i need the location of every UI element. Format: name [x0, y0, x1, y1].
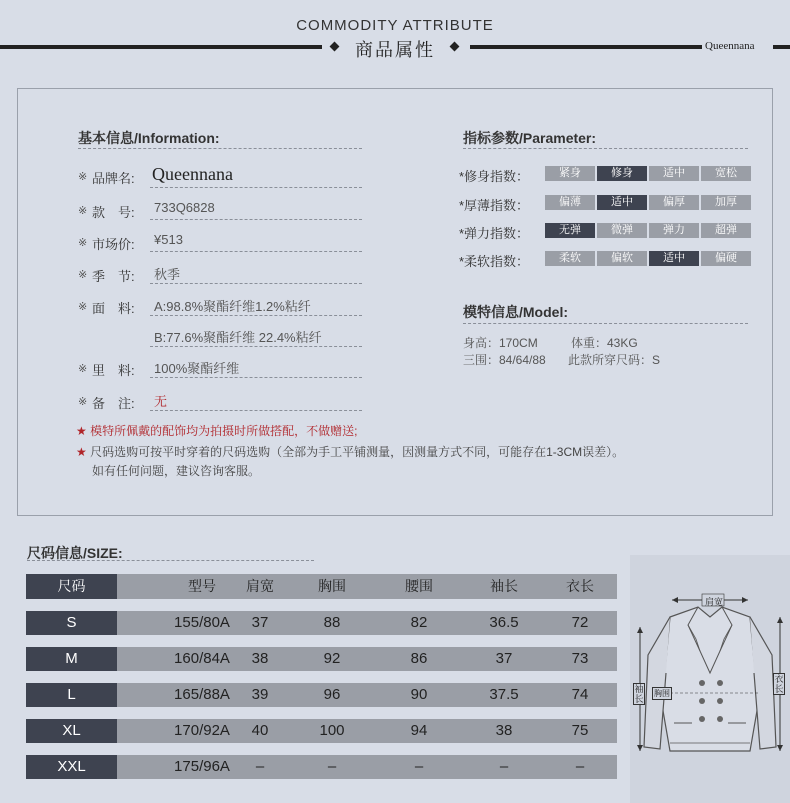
cell-shoulder: 40	[251, 722, 269, 739]
param-name-softness: *柔软指数：	[459, 254, 530, 269]
cell-waist: 86	[410, 650, 428, 667]
info-value-season: 秋季	[154, 267, 181, 282]
header-divider-left	[0, 45, 322, 49]
info-title-rule	[78, 148, 362, 149]
size-table-header	[26, 574, 617, 599]
table-row	[26, 683, 617, 707]
param-chip-softness-3: 偏硬	[701, 251, 751, 266]
cell-length: –	[575, 758, 585, 775]
info-bullet: ※	[78, 363, 88, 375]
parameter-title-rule	[463, 148, 748, 149]
measurement-diagram	[630, 555, 790, 803]
cell-shoulder: 37	[251, 614, 269, 631]
cell-waist: 82	[410, 614, 428, 631]
info-row-fabric-b	[78, 325, 362, 349]
info-value-fabric-b: B:77.6%聚酯纤维 22.4%粘纤	[154, 330, 322, 345]
param-chip-thickness-2: 偏厚	[649, 195, 699, 210]
col-header-waist: 腰围	[405, 578, 433, 594]
param-chip-thickness-0: 偏薄	[545, 195, 595, 210]
info-label-style: 款 号:	[92, 205, 135, 220]
header-brand: Queennana	[705, 40, 755, 52]
info-rule	[150, 187, 362, 188]
note-accessories	[76, 423, 357, 440]
cell-size: S	[26, 611, 117, 635]
info-rule	[150, 219, 362, 220]
param-name-fit: *修身指数：	[459, 169, 530, 184]
cell-chest: 88	[323, 614, 341, 631]
param-chip-fit-0: 紧身	[545, 166, 595, 181]
cell-model: 160/84A	[174, 650, 230, 667]
col-header-size: 尺码	[26, 574, 117, 599]
label-sleeve: 袖长	[634, 684, 644, 704]
info-label-price: 市场价:	[92, 237, 135, 252]
col-header-length: 衣长	[566, 578, 594, 594]
info-row-lining	[78, 356, 362, 380]
cell-chest: –	[327, 758, 337, 775]
info-bullet: ※	[78, 205, 88, 217]
info-row-style	[78, 198, 362, 222]
info-row-season	[78, 262, 362, 286]
info-rule	[150, 283, 362, 284]
model-weight: 体重：43KG	[571, 336, 638, 350]
param-chip-softness-2: 适中	[649, 251, 699, 266]
cell-waist: 90	[410, 686, 428, 703]
info-value-fabric-a: A:98.8%聚酯纤维1.2%粘纤	[154, 299, 311, 314]
info-bullet: ※	[78, 237, 88, 249]
cell-length: 73	[571, 650, 589, 667]
info-rule	[150, 410, 362, 411]
label-length: 衣长	[774, 674, 784, 694]
star-icon: ★	[76, 445, 87, 459]
col-header-model: 型号	[188, 578, 216, 594]
param-chip-fit-3: 宽松	[701, 166, 751, 181]
info-value-lining: 100%聚酯纤维	[154, 361, 240, 376]
model-height: 身高：170CM	[463, 336, 538, 350]
col-header-chest: 胸围	[318, 578, 346, 594]
info-rule	[150, 377, 362, 378]
info-label-fabric: 面 料:	[92, 301, 135, 316]
info-bullet: ※	[78, 269, 88, 281]
cell-sleeve: 37.5	[489, 686, 519, 703]
info-label-brand: 品牌名:	[92, 171, 135, 186]
size-title-rule	[27, 560, 314, 561]
param-row-thickness	[459, 195, 759, 211]
cell-size: XL	[26, 719, 117, 743]
label-chest: 胸围	[654, 689, 670, 698]
info-value-remark: 无	[154, 394, 168, 409]
param-name-thickness: *厚薄指数：	[459, 198, 530, 213]
param-chip-softness-1: 偏软	[597, 251, 647, 266]
info-row-fabric	[78, 294, 362, 318]
info-label-season: 季 节:	[92, 269, 135, 284]
param-chip-thickness-1: 适中	[597, 195, 647, 210]
header-cn-title: 商品属性	[355, 40, 435, 60]
parameter-title: 指标参数/Parameter:	[463, 130, 597, 146]
param-name-elasticity: *弹力指数：	[459, 226, 530, 241]
star-icon: ★	[76, 424, 87, 438]
cell-size: XXL	[26, 755, 117, 779]
model-title: 模特信息/Model:	[463, 304, 568, 320]
cell-size: M	[26, 647, 117, 671]
cell-chest: 96	[323, 686, 341, 703]
header-divider-right	[470, 45, 702, 49]
cell-model: 170/92A	[174, 722, 230, 739]
col-header-shoulder: 肩宽	[246, 578, 274, 594]
param-chip-fit-2: 适中	[649, 166, 699, 181]
cell-sleeve: 36.5	[489, 614, 519, 631]
cell-waist: 94	[410, 722, 428, 739]
info-rule	[150, 346, 362, 347]
param-chip-elasticity-3: 超弹	[701, 223, 751, 238]
cell-length: 74	[571, 686, 589, 703]
cell-shoulder: –	[255, 758, 265, 775]
info-value-style: 733Q6828	[154, 200, 215, 215]
cell-shoulder: 38	[251, 650, 269, 667]
info-value-price: ¥513	[154, 232, 183, 247]
model-measurements: 三围：84/64/88	[463, 353, 546, 367]
info-rule	[150, 315, 362, 316]
cell-sleeve: –	[499, 758, 509, 775]
note-sizing	[76, 444, 624, 461]
model-title-rule	[463, 323, 748, 324]
cell-model: 155/80A	[174, 614, 230, 631]
table-row	[26, 647, 617, 671]
cell-sleeve: 38	[495, 722, 513, 739]
cell-model: 175/96A	[174, 758, 230, 775]
label-shoulder: 肩宽	[705, 597, 724, 607]
info-bullet: ※	[78, 396, 88, 408]
header-en-title: COMMODITY ATTRIBUTE	[296, 17, 494, 34]
param-chip-elasticity-0: 无弹	[545, 223, 595, 238]
table-row	[26, 611, 617, 635]
param-row-fit	[459, 166, 759, 182]
info-label-lining: 里 料:	[92, 363, 135, 378]
param-chip-elasticity-2: 弹力	[649, 223, 699, 238]
param-chip-thickness-3: 加厚	[701, 195, 751, 210]
info-row-remark	[78, 389, 362, 413]
param-chip-elasticity-1: 微弹	[597, 223, 647, 238]
cell-chest: 100	[319, 722, 345, 739]
info-row-brand	[78, 164, 362, 188]
header-divider-end	[773, 45, 790, 49]
info-value-brand: Queennana	[152, 164, 233, 184]
param-chip-softness-0: 柔软	[545, 251, 595, 266]
cell-length: 72	[571, 614, 589, 631]
param-row-elasticity	[459, 223, 759, 239]
note-sizing-text: 尺码选购可按平时穿着的尺码选购（全部为手工平铺测量，因测量方式不同，可能存在1-3CM误差）。	[90, 445, 625, 459]
table-row	[26, 755, 617, 779]
cell-length: 75	[571, 722, 589, 739]
cell-shoulder: 39	[251, 686, 269, 703]
model-size-worn: 此款所穿尺码：S	[568, 353, 661, 367]
info-label-remark: 备 注:	[92, 396, 135, 411]
info-title: 基本信息/Information:	[78, 130, 220, 146]
cell-chest: 92	[323, 650, 341, 667]
size-title: 尺码信息/SIZE:	[27, 545, 123, 561]
cell-waist: –	[414, 758, 424, 775]
param-row-softness	[459, 251, 759, 267]
cell-size: L	[26, 683, 117, 707]
table-row	[26, 719, 617, 743]
note-contact: 如有任何问题，建议咨询客服。	[92, 464, 261, 478]
param-chip-fit-1: 修身	[597, 166, 647, 181]
cell-model: 165/88A	[174, 686, 230, 703]
jacket-diagram-icon	[630, 555, 790, 803]
info-rule	[150, 251, 362, 252]
info-bullet: ※	[78, 301, 88, 313]
info-bullet: ※	[78, 171, 88, 183]
col-header-sleeve: 袖长	[490, 578, 518, 594]
info-row-price	[78, 230, 362, 254]
cell-sleeve: 37	[495, 650, 513, 667]
note-accessories-text: 模特所佩戴的配饰均为拍摄时所做搭配，不做赠送;	[90, 424, 358, 438]
